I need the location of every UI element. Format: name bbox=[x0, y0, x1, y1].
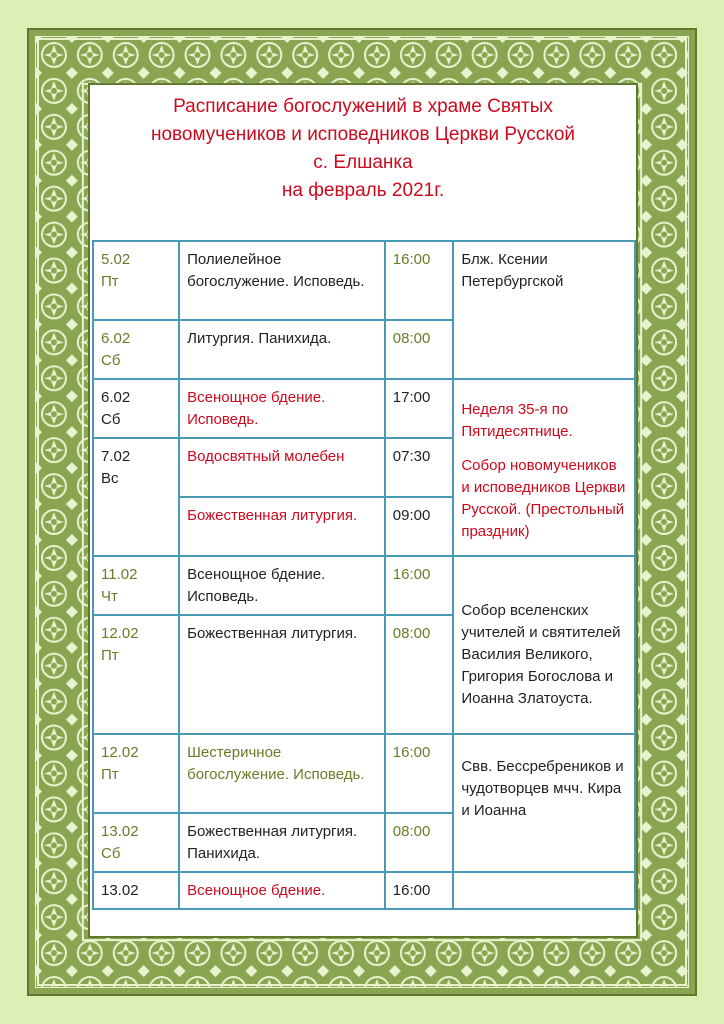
schedule-table bbox=[92, 240, 636, 910]
table-row bbox=[93, 379, 635, 438]
weekday: Вс bbox=[101, 470, 119, 487]
time: 16:00 bbox=[392, 744, 431, 761]
feast: Блж. Ксении Петербургской bbox=[461, 251, 564, 290]
time: 17:00 bbox=[392, 389, 431, 406]
table-row bbox=[93, 734, 635, 813]
service: Всенощное бдение. Исповедь. bbox=[187, 389, 326, 428]
time: 08:00 bbox=[392, 625, 431, 642]
service: Всенощное бдение. bbox=[187, 882, 326, 899]
time: 08:00 bbox=[392, 823, 431, 840]
weekday: Пт bbox=[101, 766, 119, 783]
feast: Неделя 35-я по Пятидесятнице. bbox=[461, 401, 573, 440]
date: 12.02 bbox=[101, 744, 139, 761]
time: 16:00 bbox=[392, 566, 431, 583]
title-line-4: на февраль 2021г. bbox=[281, 180, 445, 201]
time: 07:30 bbox=[392, 448, 431, 465]
service: Шестеричное богослужение. Исповедь. bbox=[187, 744, 365, 783]
date: 6.02 bbox=[101, 389, 131, 406]
weekday: Пт bbox=[101, 647, 119, 664]
page-title bbox=[90, 93, 636, 205]
table-row bbox=[93, 872, 635, 909]
time: 16:00 bbox=[392, 882, 431, 899]
weekday: Сб bbox=[101, 845, 121, 862]
weekday: Сб bbox=[101, 352, 121, 369]
service: Божественная литургия. Панихида. bbox=[187, 823, 358, 862]
date: 5.02 bbox=[101, 251, 131, 268]
date: 12.02 bbox=[101, 625, 139, 642]
weekday: Сб bbox=[101, 411, 121, 428]
service: Полиелейное богослужение. Исповедь. bbox=[187, 251, 365, 290]
time: 16:00 bbox=[392, 251, 431, 268]
date: 13.02 bbox=[101, 823, 139, 840]
title-line-3: с. Елшанка bbox=[313, 152, 413, 173]
service: Литургия. Панихида. bbox=[187, 330, 332, 347]
service: Божественная литургия. bbox=[187, 507, 358, 524]
date: 13.02 bbox=[101, 882, 139, 899]
service: Водосвятный молебен bbox=[187, 448, 345, 465]
weekday: Чт bbox=[101, 588, 118, 605]
date: 7.02 bbox=[101, 448, 131, 465]
date: 11.02 bbox=[101, 566, 138, 583]
date: 6.02 bbox=[101, 330, 131, 347]
time: 09:00 bbox=[392, 507, 431, 524]
service: Божественная литургия. bbox=[187, 625, 358, 642]
content-panel bbox=[88, 83, 638, 938]
table-row bbox=[93, 241, 635, 320]
feast: Собор новомучеников и исповедников Церкви Русской. (Престольный праздник) bbox=[461, 457, 626, 540]
time: 08:00 bbox=[392, 330, 431, 347]
feast: Свв. Бессребреников и чудотворцев мчч. Кира и Иоанна bbox=[461, 758, 624, 819]
title-line-1: Расписание богослужений в храме Святых bbox=[173, 96, 553, 117]
weekday: Пт bbox=[101, 273, 119, 290]
service: Всенощное бдение. Исповедь. bbox=[187, 566, 326, 605]
table-row bbox=[93, 556, 635, 615]
title-line-2: новомучеников и исповедников Церкви Русской bbox=[150, 124, 576, 145]
feast: Собор вселенских учителей и святителей Василия Великого, Григория Богослова и Иоанна Златоуста. bbox=[461, 602, 621, 707]
